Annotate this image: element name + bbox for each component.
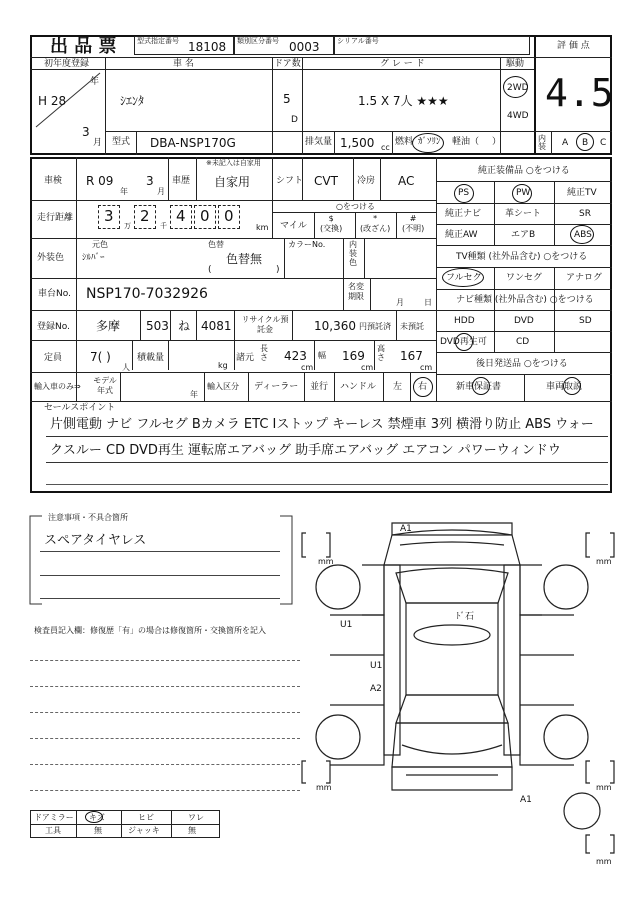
handle-label: ハンドル — [340, 382, 377, 392]
interior-a: A — [562, 138, 569, 148]
jack-value: 無 — [188, 826, 196, 835]
equip-sr: SR — [579, 209, 591, 219]
equip-ps-circle — [454, 184, 474, 203]
equip-tv: 純正TV — [567, 188, 597, 198]
repaint: 色替無 — [226, 252, 263, 266]
damage-a1-front: A1 — [400, 524, 412, 534]
shift: CVT — [314, 174, 338, 188]
mileage-digit-1: 3 — [104, 207, 114, 225]
mileage-unit-km: km — [256, 223, 269, 232]
diesel: 軽油（ — [452, 137, 480, 147]
doors-label: ドア数 — [274, 59, 301, 69]
height-unit: cm — [420, 363, 433, 372]
later-manual: 車両取説 — [546, 382, 583, 392]
fuel-label: 燃料 — [395, 137, 414, 147]
inspection-year: R 09 — [86, 174, 114, 188]
damage-stone-chip: ﾄﾞ石 — [456, 612, 475, 622]
equip-abs-circle — [570, 225, 594, 244]
model-designation-label: 型式指定番号 — [137, 37, 179, 45]
chassis-label: 車台No. — [38, 289, 71, 299]
ac-label: 冷房 — [357, 176, 376, 186]
notes-text: スペアタイヤレス — [44, 533, 147, 548]
category-label: 類別区分番号 — [237, 37, 279, 45]
inspector-label: 検査員記入欄：修復歴「有」の場合は修復箇所・交換箇所を記入 — [34, 626, 266, 635]
exterior-label: 外装色 — [37, 253, 65, 263]
chassis-number: NSP170-7032926 — [86, 286, 208, 302]
equip-airbag: エアB — [511, 230, 536, 240]
color-no-label: カラーNo. — [288, 240, 326, 249]
sales-points-line1: 片側電動 ナビ フルセグ Bカメラ ETC Iストップ キーレス 禁煙車 3列 横滑り防止 ABS ウォー — [50, 417, 594, 432]
reg-kana: ね — [178, 319, 191, 333]
rating-label: 評 価 点 — [557, 41, 590, 51]
mirror-label: ドアミラー — [34, 813, 74, 822]
displacement-unit: cc — [381, 143, 390, 152]
equip-abs: ABS — [574, 230, 592, 240]
reg-class: 503 — [146, 319, 169, 333]
media-dvd: DVD再生可 — [440, 337, 487, 347]
handle-left: 左 — [393, 382, 403, 392]
inspection-year-unit: 年 — [120, 187, 128, 196]
mm-front-left: mm — [318, 557, 334, 566]
crack-label: ヒビ — [138, 813, 154, 822]
navi-sd: SD — [579, 316, 592, 326]
mm-front-right: mm — [596, 557, 612, 566]
width: 169 — [342, 349, 365, 363]
width-label: 幅 — [318, 351, 326, 360]
model-label: 型式 — [112, 137, 131, 147]
media-dvd-circle — [455, 333, 473, 351]
interior-c: C — [600, 138, 607, 148]
recycle-not: 未預託 — [400, 322, 424, 331]
interior-label: 内装 — [538, 134, 546, 151]
damage-a2-door: A2 — [370, 684, 382, 694]
serial-label: シリアル番号 — [337, 37, 379, 45]
equip-pw: PW — [516, 188, 531, 198]
diesel-close: ） — [492, 137, 502, 147]
sheet-title: 出 品 票 — [50, 36, 117, 57]
recycle-label: リサイクル預託金 — [241, 315, 289, 335]
model-designation: 18108 — [188, 40, 227, 54]
tv-fullseg: フルセグ — [446, 273, 482, 283]
reg-area: 多摩 — [96, 319, 121, 333]
tv-oneseg: ワンセグ — [506, 273, 543, 283]
equip-ps: PS — [458, 188, 470, 198]
import-parallel: 並行 — [310, 382, 329, 392]
later-warranty: 新車保証書 — [456, 382, 502, 392]
break-label: ワレ — [188, 813, 204, 822]
first-reg-year: H 28 — [38, 94, 67, 108]
interior-color-label: 内装色 — [349, 240, 357, 267]
mm-rear-left: mm — [316, 783, 332, 792]
title-change-label: 名変期限 — [348, 282, 364, 301]
equip-leather: 革シート — [505, 209, 542, 219]
equipment-grid — [436, 181, 612, 401]
history-note: ※未記入は自家用 — [206, 159, 261, 167]
capacity: 7( ) — [90, 350, 111, 364]
mileage-unknown: # (不明) — [402, 214, 425, 233]
load-label: 積載量 — [137, 353, 165, 363]
shift-label: シフト — [276, 176, 304, 186]
mileage-digits — [88, 205, 268, 235]
category: 0003 — [289, 40, 320, 54]
navi-dvd: DVD — [514, 316, 534, 326]
grade: 1.5 X 7人 ★★★ — [358, 94, 449, 108]
damage-diagram — [300, 505, 630, 900]
repaint-paren-close: ) — [276, 265, 280, 275]
inspection-month-unit: 月 — [157, 187, 165, 196]
mileage-unit-man: 万 — [124, 222, 131, 230]
inspection-month: 3 — [146, 174, 154, 188]
mm-spare: mm — [596, 857, 612, 866]
mileage-label: 走行距離 — [37, 213, 74, 223]
capacity-label: 定員 — [44, 353, 63, 363]
first-reg-month: 3 — [82, 125, 90, 139]
drive-2wd-circle — [503, 76, 528, 98]
handle-right: 右 — [418, 382, 428, 392]
drive-4wd: 4WD — [507, 111, 529, 121]
equip-aw: 純正AW — [445, 230, 478, 240]
width-unit: cm — [361, 363, 374, 372]
notes-label: 注意事項・不具合箇所 — [48, 513, 128, 522]
mileage-digit-3: 4 — [176, 207, 186, 225]
tv-fullseg-circle — [442, 268, 484, 287]
mirror-table — [30, 810, 220, 838]
fuel-circle — [412, 133, 444, 153]
fuel: ｶﾞｿﾘﾝ — [418, 137, 441, 147]
history: 自家用 — [214, 175, 251, 189]
mileage-mile: マイル — [280, 221, 307, 231]
equip-pw-circle — [512, 184, 532, 203]
notes-bracket — [28, 512, 308, 608]
mileage-digit-2: 2 — [140, 207, 150, 225]
jack-label: ジャッキ — [128, 826, 160, 835]
vehicle-name: ｼｴﾝﾀ — [120, 94, 145, 108]
recycle-amount: 10,360 — [314, 319, 356, 333]
repaint-paren-open: ( — [208, 265, 212, 275]
navi-hdd: HDD — [454, 316, 475, 326]
repaint-label: 色替 — [208, 240, 224, 249]
orig-color-label: 元色 — [92, 240, 108, 249]
navi-title: ナビ種類 (社外品含む) ○をつける — [456, 295, 594, 305]
reg-number: 4081 — [201, 319, 232, 333]
displacement-label: 排気量 — [305, 137, 333, 147]
title-change-month: 月 — [396, 298, 404, 307]
equipment-title: 純正装備品 ○をつける — [478, 166, 570, 176]
mileage-mark-title: ○をつける — [336, 202, 375, 211]
doors: 5 — [283, 92, 291, 106]
doors-sub: D — [291, 115, 298, 125]
tv-analog: アナログ — [566, 273, 603, 283]
reg-label: 登録No. — [37, 322, 70, 332]
equip-navi: 純正ナビ — [445, 209, 482, 219]
import-type-label: 輸入区分 — [207, 382, 239, 391]
sales-points-line2: クスルー CD DVD再生 運転席エアバッグ 助手席エアバッグ エアコン パワーウィンドウ — [50, 443, 561, 458]
year-unit: 年 — [90, 77, 100, 87]
model: DBA-NSP170G — [150, 136, 236, 150]
drive-label: 駆動 — [506, 59, 525, 69]
length: 423 — [284, 349, 307, 363]
handle-right-circle — [413, 377, 433, 397]
import-label: 輸入車のみ⇒ — [34, 382, 81, 391]
mirror-value: キズ — [89, 813, 105, 822]
capacity-unit: 人 — [122, 363, 130, 372]
length-label: 長さ — [260, 344, 268, 362]
grade-label: グ レ ー ド — [380, 59, 425, 69]
mileage-exchange: $ (交換) — [320, 214, 343, 233]
history-label: 車歴 — [172, 176, 191, 186]
tool-value: 無 — [94, 826, 102, 835]
load-unit: kg — [218, 361, 228, 370]
recycle-done: 円預託済 — [359, 322, 391, 331]
interior-b: B — [582, 138, 589, 148]
damage-u1-left: U1 — [340, 620, 353, 630]
mileage-digit-4: 0 — [200, 207, 210, 225]
title-change-day: 日 — [424, 298, 432, 307]
damage-a1-rear: A1 — [520, 795, 532, 805]
tool-label: 工具 — [45, 826, 61, 835]
model-year-label: モデル年式 — [93, 376, 117, 395]
damage-u1-door: U1 — [370, 661, 383, 671]
month-unit: 月 — [93, 138, 103, 148]
later-title: 後日発送品 ○をつける — [476, 359, 568, 369]
import-dealer: ディーラー — [254, 382, 299, 392]
height-label: 高さ — [377, 344, 385, 362]
interior-b-circle — [576, 133, 594, 151]
name-label: 車 名 — [173, 59, 194, 69]
media-cd: CD — [516, 337, 530, 347]
mirror-value-circle — [85, 811, 103, 823]
rating-score: 4.5 — [545, 71, 614, 115]
first-reg-label: 初年度登録 — [44, 59, 90, 69]
mm-rear-right: mm — [596, 783, 612, 792]
inspection-label: 車検 — [44, 176, 63, 186]
length-unit: cm — [301, 363, 314, 372]
mileage-digit-5: 0 — [224, 207, 234, 225]
drive-2wd: 2WD — [507, 83, 529, 93]
mileage-altered: * (改ざん) — [360, 214, 391, 233]
sales-points-label: セールスポイント — [44, 403, 116, 413]
mileage-unit-sen: 千 — [160, 222, 167, 230]
height: 167 — [400, 349, 423, 363]
orig-color: ｼﾙﾊﾞｰ — [82, 253, 105, 263]
tv-title: TV種類 (社外品含む) ○をつける — [456, 252, 588, 262]
later-manual-circle — [563, 377, 581, 395]
model-year-unit: 年 — [190, 390, 198, 399]
dims-label: 諸元 — [236, 353, 255, 363]
later-warranty-circle — [472, 377, 490, 395]
ac: AC — [398, 174, 415, 188]
displacement: 1,500 — [340, 136, 375, 150]
